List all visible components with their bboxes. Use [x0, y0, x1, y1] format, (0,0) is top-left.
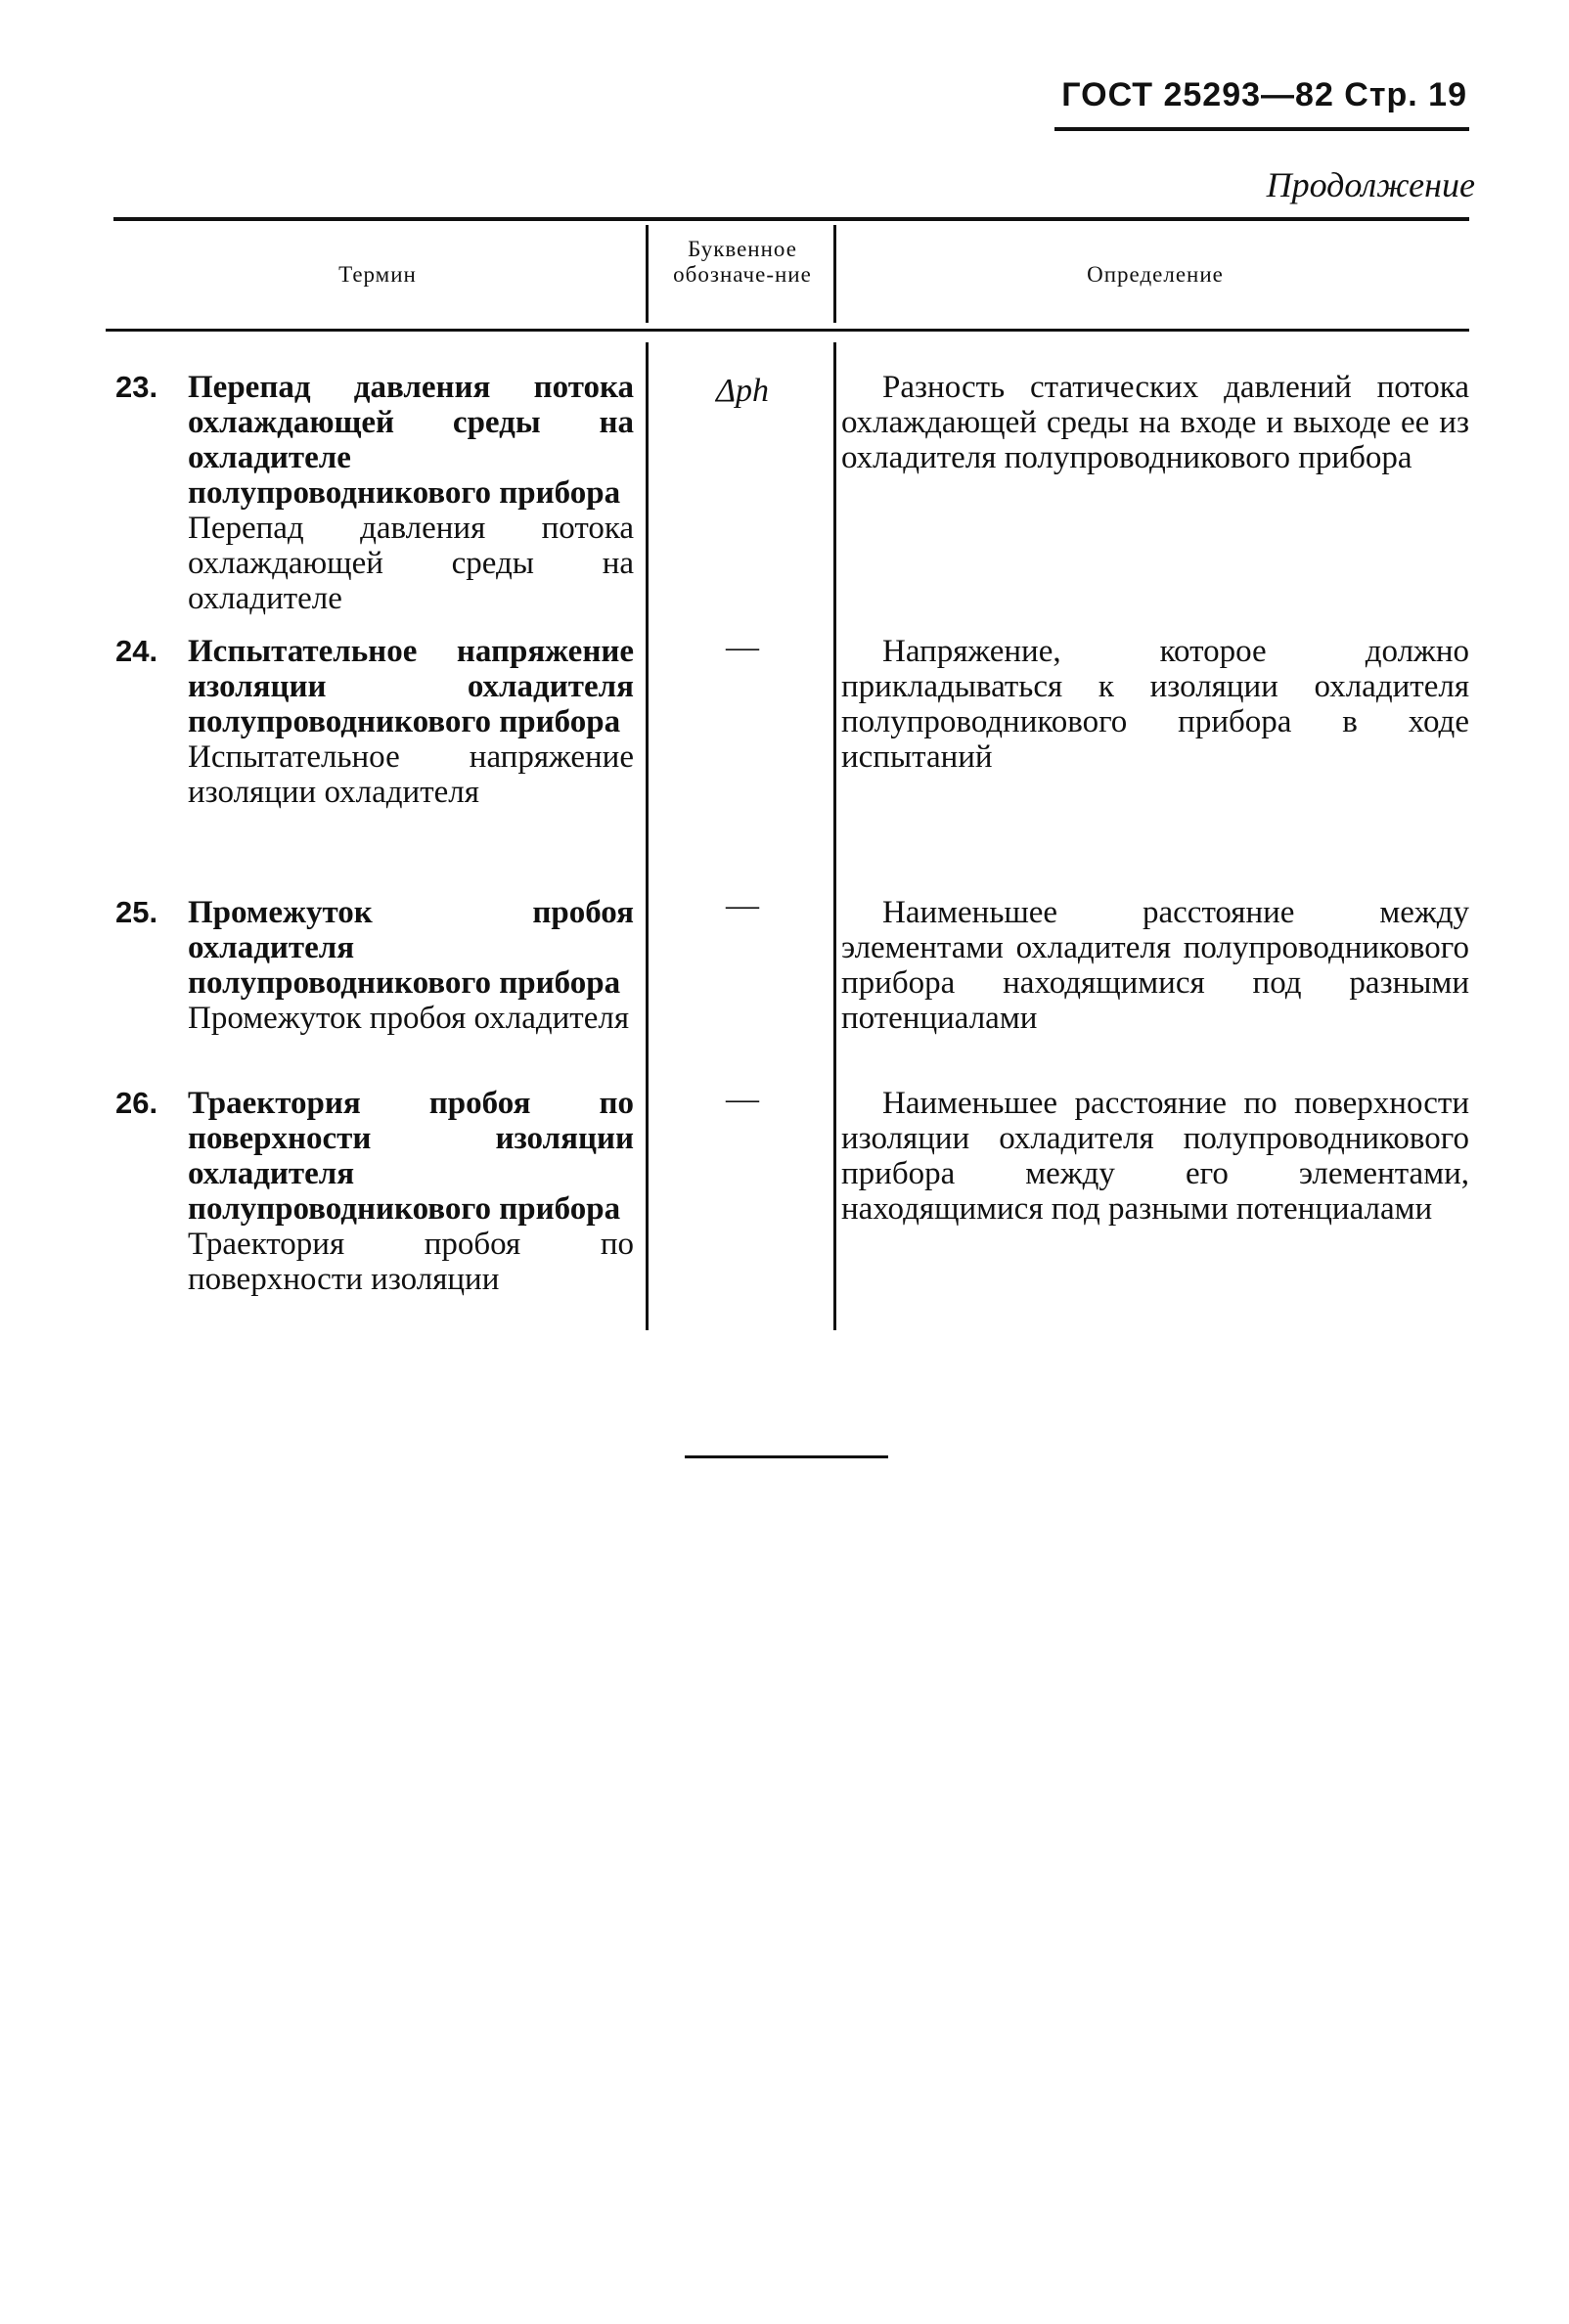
column-header-definition: Определение: [1087, 262, 1224, 287]
row-number: 26.: [115, 1086, 158, 1120]
row-number: 23.: [115, 370, 158, 404]
term-synonym: Испытательное напряжение изоляции охладителя: [188, 739, 634, 810]
column-header-term: Термин: [338, 262, 417, 287]
term-text: Испытательное напряжение изоляции охладителя полупроводникового прибора: [188, 634, 634, 739]
table-top-rule: [113, 217, 1469, 221]
table-row-25-term: [115, 895, 634, 1036]
column-divider-right-body: [833, 342, 836, 1330]
term-text: Траектория пробоя по поверхности изоляции охладителя полупроводникового прибора: [188, 1086, 634, 1227]
page-header: ГОСТ 25293—82 Стр. 19: [1061, 76, 1467, 113]
table-row-23-symbol: [653, 374, 831, 409]
column-divider-right: [833, 225, 836, 323]
table-header-bottom-rule: [106, 329, 1469, 332]
table-row-25-symbol: —: [726, 887, 759, 923]
continuation-label: Продолжение: [1266, 165, 1475, 204]
term-text: Промежуток пробоя охладителя полупроводникового прибора: [188, 895, 634, 1001]
table-row-26-definition: Наименьшее расстояние по поверхности изоляции охладителя полупроводникового прибора между его элементами, находящимися под разными потенциалами: [841, 1086, 1469, 1227]
row-number: 25.: [115, 895, 158, 929]
end-of-section-rule: [685, 1455, 888, 1458]
term-text: Перепад давления потока охлаждающей среды на охладителе полупроводникового прибора: [188, 370, 634, 511]
column-divider-left-body: [646, 342, 649, 1330]
table-row-24-term: [115, 634, 634, 810]
table-row-25-definition: Наименьшее расстояние между элементами охладителя полупроводникового прибора находящимися под разными потенциалами: [841, 895, 1469, 1036]
table-row-23-term: [115, 370, 634, 616]
table-row-26-symbol: —: [726, 1081, 759, 1117]
term-synonym: Промежуток пробоя охладителя: [188, 1001, 630, 1036]
table-row-24-definition: Напряжение, которое должно прикладываться к изоляции охладителя полупроводникового прибора в ходе испытаний: [841, 634, 1469, 775]
table-row-26-term: [115, 1086, 634, 1297]
row-number: 24.: [115, 634, 158, 668]
term-synonym: Траектория пробоя по поверхности изоляции: [188, 1227, 634, 1297]
symbol-value: Δph: [716, 373, 769, 409]
page-header-rule: [1054, 127, 1469, 131]
table-row-24-symbol: —: [726, 629, 759, 665]
column-divider-left: [646, 225, 649, 323]
column-header-symbol: Буквенное обозначе-ние: [673, 237, 812, 287]
term-synonym: Перепад давления потока охлаждающей среды на охладителе: [188, 511, 634, 616]
table-row-23-definition: Разность статических давлений потока охлаждающей среды на входе и выходе ее из охладителя полупроводникового прибора: [841, 370, 1469, 475]
